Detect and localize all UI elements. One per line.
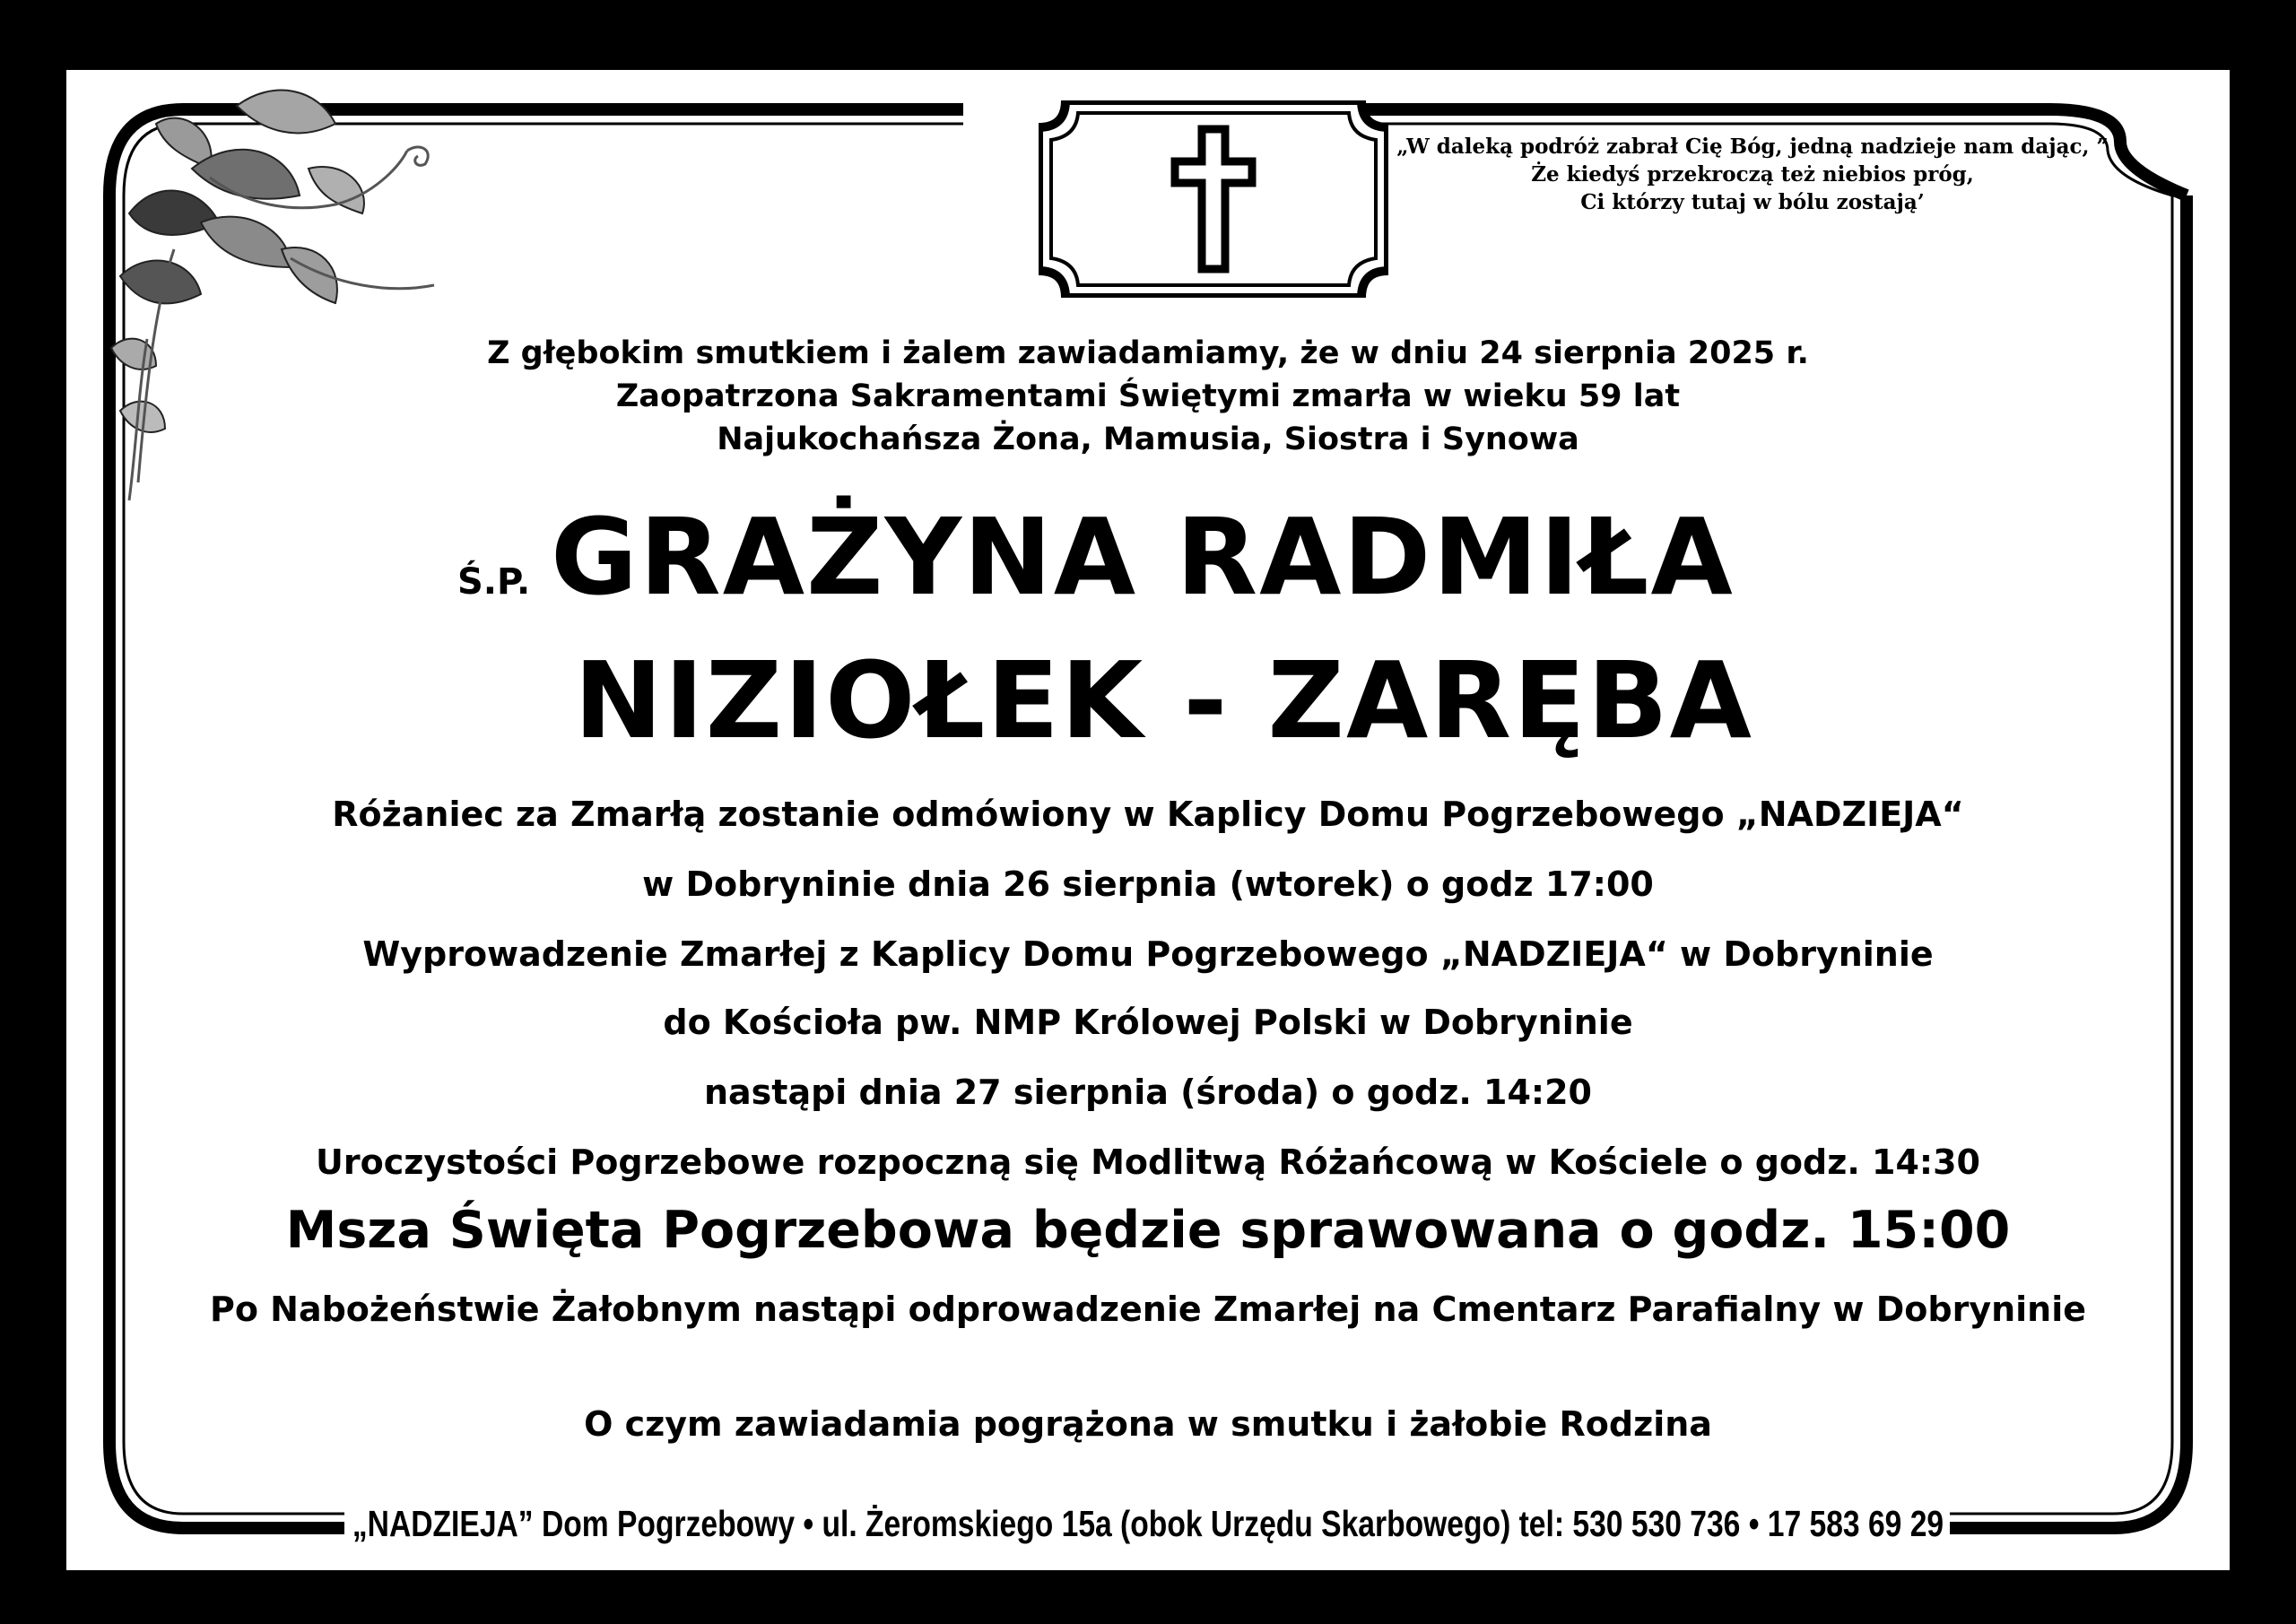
intro-text (66, 332, 2230, 461)
deceased-surname: NIZIOŁEK - ZARĘBA (574, 638, 1754, 762)
poem-line: Że kiedyś przekroczą też niebios próg, (1531, 162, 1974, 187)
detail-line: Wyprowadzenie Zmarłej z Kaplicy Domu Pogrzebowego „NADZIEJA“ w Dobryninie (362, 934, 1934, 974)
detail-line: Różaniec za Zmarłą zostanie odmówiony w Kaplicy Domu Pogrzebowego „NADZIEJA“ (332, 795, 1964, 834)
poem (1304, 133, 2201, 216)
intro-line: Z głębokim smutkiem i żalem zawiadamiamy, że w dniu 24 sierpnia 2025 r. (487, 335, 1809, 371)
after-service-text: Po Nabożeństwie Żałobnym nastąpi odprowadzenie Zmarłej na Cmentarz Parafialny w Dobryninie (209, 1290, 2087, 1329)
detail-line: Uroczystości Pogrzebowe rozpoczną się Modlitwą Różańcową w Kościele o godz. 14:30 (316, 1142, 1980, 1182)
poem-line: „W daleką podróż zabrał Cię Bóg, jedną nadzieje nam dając, ” (1396, 135, 2109, 159)
poem-line: Ci którzy tutaj w bólu zostają’ (1580, 190, 1925, 214)
mass-announcement: Msza Święta Pogrzebowa będzie sprawowana o godz. 15:00 (285, 1201, 2011, 1260)
family-signature: O czym zawiadamia pogrążona w smutku i żałobie Rodzina (584, 1404, 1712, 1444)
detail-line: w Dobryninie dnia 26 sierpnia (wtorek) o godz 17:00 (642, 864, 1654, 904)
intro-line: Zaopatrzona Sakramentami Świętymi zmarła w wieku 59 lat (615, 378, 1681, 414)
intro-line: Najukochańsza Żona, Mamusia, Siostra i Synowa (717, 421, 1579, 457)
detail-line: nastąpi dnia 27 sierpnia (środa) o godz. 14:20 (703, 1073, 1592, 1112)
obituary-card (66, 70, 2230, 1570)
deceased-first-names: GRAŻYNA RADMIŁA (551, 495, 1735, 619)
detail-line: do Kościoła pw. NMP Królowej Polski w Dobryninie (663, 1003, 1633, 1042)
deceased-prefix: Ś.P. (457, 561, 531, 603)
funeral-home-footer: „NADZIEJA” Dom Pogrzebowy • ul. Żeromskiego 15a (obok Urzędu Skarbowego) tel: 530 530 736 • 17 583 69 29 (352, 1503, 1944, 1544)
